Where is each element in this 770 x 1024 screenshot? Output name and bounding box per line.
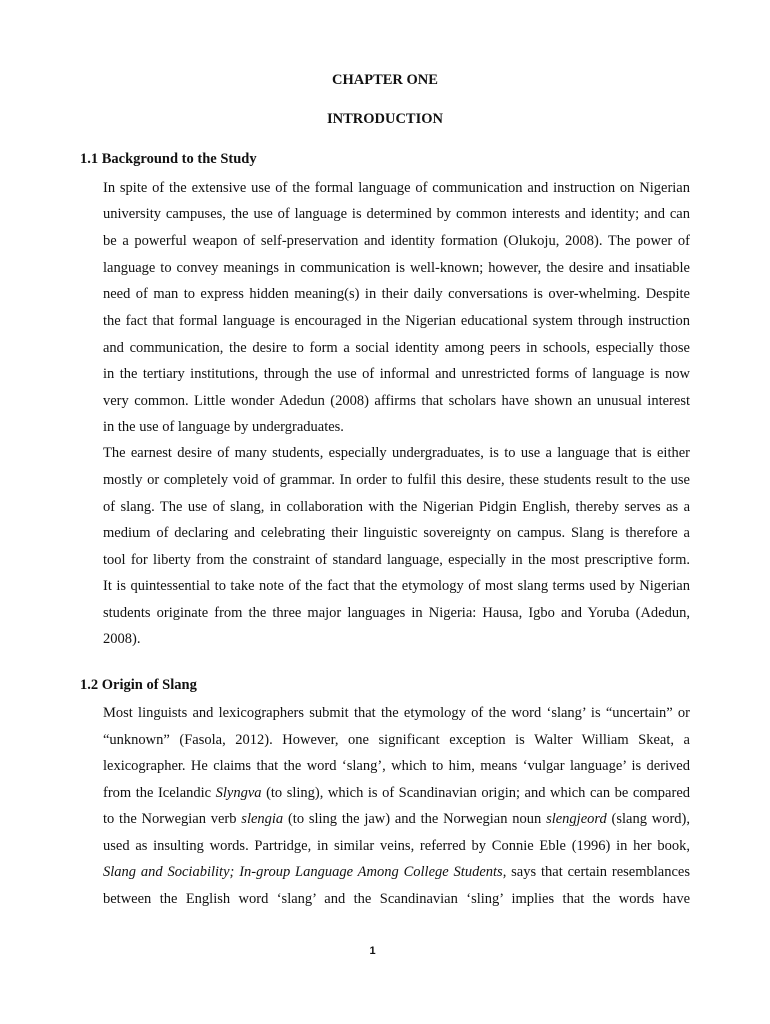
book-title: Slang and Sociability; In-group Language Among College Students	[103, 864, 503, 880]
text-run: (to sling the jaw) and the Norwegian noun	[283, 811, 547, 827]
paragraph-line: in the tertiary institutions, through the use of informal and unrestricted forms of language is now	[103, 366, 690, 382]
paragraph-line: “unknown” (Fasola, 2012). However, one significant exception is Walter William Skeat, a	[103, 732, 690, 748]
paragraph-line: The earnest desire of many students, especially undergraduates, is to use a language that is either	[103, 445, 690, 461]
chapter-label: CHAPTER ONE	[332, 72, 438, 88]
italic-term: slengjeord	[546, 811, 607, 827]
paragraph-line: in the use of language by undergraduates.	[103, 419, 344, 435]
paragraph-line: 2008).	[103, 631, 141, 647]
text-run: (to sling), which is of Scandinavian origin; and which can be compared	[261, 785, 691, 801]
section-heading-origin: 1.2 Origin of Slang	[80, 677, 197, 693]
paragraph-line: medium of declaring and celebrating their linguistic sovereignty on campus. Slang is therefore a	[103, 525, 690, 541]
paragraph-line: used as insulting words. Partridge, in similar veins, referred by Connie Eble (1996) in her book,	[103, 838, 690, 854]
paragraph-line: Most linguists and lexicographers submit that the etymology of the word ‘slang’ is “uncertain” or	[103, 705, 690, 721]
paragraph-line: It is quintessential to take note of the fact that the etymology of most slang terms used by Nigerian	[103, 578, 690, 594]
paragraph-line: be a powerful weapon of self-preservation and identity formation (Olukoju, 2008). The power of	[103, 233, 690, 249]
paragraph-line	[103, 863, 690, 881]
text-run: (slang word),	[606, 811, 690, 827]
paragraph-line: In spite of the extensive use of the formal language of communication and instruction on Nigerian	[103, 180, 690, 196]
paragraph-line: university campuses, the use of language is determined by common interests and identity; and can	[103, 206, 690, 222]
paragraph-line: mostly or completely void of grammar. In order to fulfil this desire, these students result to the use	[103, 472, 690, 488]
paragraph-line	[103, 784, 690, 802]
paragraph-line: of slang. The use of slang, in collaboration with the Nigerian Pidgin English, thereby serves as a	[103, 499, 690, 515]
paragraph-line: language to convey meanings in communication is well-known; however, the desire and insatiable	[103, 260, 690, 276]
paragraph-line: the fact that formal language is encouraged in the Nigerian educational system through instruction	[103, 313, 690, 329]
italic-term: Slyngva	[215, 785, 262, 801]
paragraph-line: between the English word ‘slang’ and the Scandinavian ‘sling’ implies that the words have	[103, 891, 690, 907]
paragraph-line	[103, 810, 690, 828]
paragraph-line: very common. Little wonder Adedun (2008) affirms that scholars have shown an unusual interest	[103, 393, 690, 409]
text-run: to the Norwegian verb	[103, 811, 242, 827]
text-run: from the Icelandic	[103, 785, 216, 801]
paragraph-line: tool for liberty from the constraint of standard language, especially in the most prescriptive form.	[103, 552, 690, 568]
page-number: 1	[369, 945, 376, 957]
paragraph-line: lexicographer. He claims that the word ‘slang’, which to him, means ‘vulgar language’ is derived	[103, 758, 690, 774]
section-heading-background: 1.1 Background to the Study	[80, 151, 257, 167]
chapter-title: INTRODUCTION	[326, 111, 443, 127]
italic-term: slengia	[241, 811, 284, 827]
paragraph-line: and communication, the desire to form a social identity among peers in schools, especially those	[103, 340, 690, 356]
paragraph-line: need of man to express hidden meaning(s) in their daily conversations is over-whelming. Despite	[103, 286, 690, 302]
text-run: , says that certain resemblances	[502, 864, 690, 880]
paragraph-line: students originate from the three major languages in Nigeria: Hausa, Igbo and Yoruba (Adedun,	[103, 605, 690, 621]
